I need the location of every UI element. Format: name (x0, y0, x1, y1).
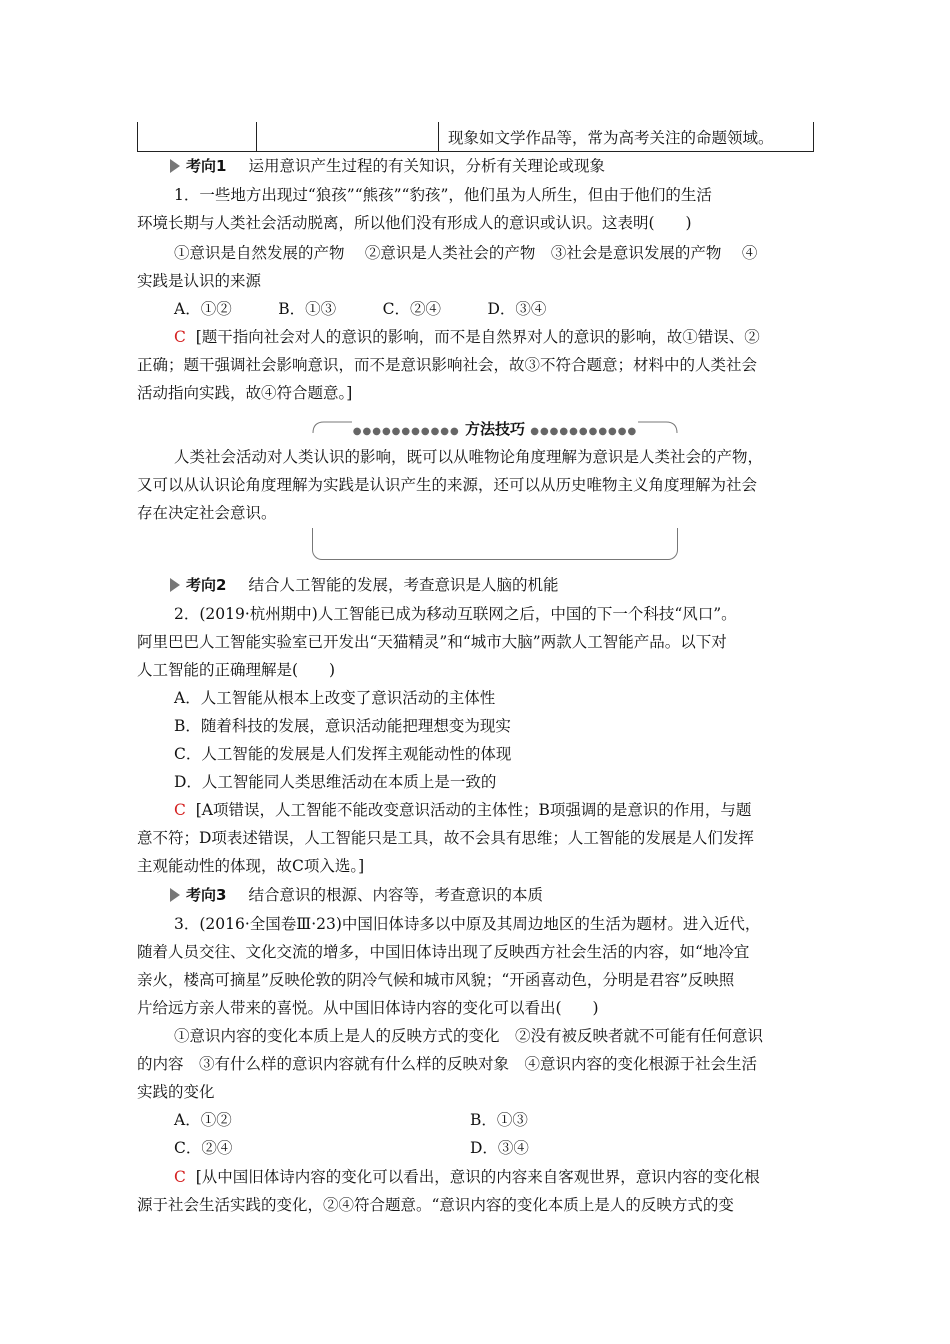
method-text-line: 又可以从认识论角度理解为实践是认识产生的来源，还可以从历史唯物主义角度理解为社会 (137, 476, 758, 494)
q3-stem-line: 片给远方亲人带来的喜悦。从中国旧体诗内容的变化可以看出( ) (137, 999, 599, 1017)
table-cell-text: 现象如文学作品等，常为高考关注的命题领域。 (448, 129, 774, 147)
table-divider (256, 122, 257, 151)
q1-options: A．①② B．①③ C．②④ D．③④ (174, 300, 547, 318)
q3-stem-line: 随着人员交往、文化交流的增多，中国旧体诗出现了反映西方社会生活的内容，如“地冷宜 (137, 943, 750, 961)
q3-answer: C (174, 1168, 186, 1186)
q2-explanation-line: C [A项错误，人工智能不能改变意识活动的主体性；B项强调的是意识的作用，与题 (174, 801, 752, 819)
method-text-line: 人类社会活动对人类认识的影响，既可以从唯物论角度理解为意识是人类社会的产物， (174, 448, 764, 466)
top-table-row (137, 122, 814, 152)
q2-stem-line: 阿里巴巴人工智能实验室已开发出“天猫精灵”和“城市大脑”两款人工智能产品。以下对 (137, 633, 727, 651)
dots-decoration: ●●●●●●●●●●● (530, 426, 638, 437)
method-title: ●●●●●●●●●●● 方法技巧 ●●●●●●●●●●● (352, 420, 638, 438)
q1-stem-line: 环境长期与人类社会活动脱离，所以他们没有形成人的意识或认识。这表明( ) (137, 214, 692, 232)
q1-statement-line: ①意识是自然发展的产物 ②意识是人类社会的产物 ③社会是意识发展的产物 ④ (174, 244, 758, 262)
q1-explanation-line: C [题干指向社会对人的意识的影响，而不是自然界对人的意识的影响，故①错误、② (174, 328, 760, 346)
q2-option: B．随着科技的发展，意识活动能把理想变为现实 (174, 717, 511, 735)
q3-option: C．②④ (174, 1139, 233, 1157)
q3-statement-line: 的内容 ③有什么样的意识内容就有什么样的反映对象 ④意识内容的变化根源于社会生活 (137, 1055, 758, 1073)
q2-stem-line: 2．(2019·杭州期中)人工智能已成为移动互联网之后，中国的下一个科技“风口”。 (174, 605, 737, 623)
triangle-bullet-icon (170, 578, 180, 592)
q1-stem-line: 1．一些地方出现过“狼孩”“熊孩”“豹孩”，他们虽为人所生，但由于他们的生活 (174, 186, 712, 204)
method-text-line: 存在决定社会意识。 (137, 504, 277, 522)
q2-explanation-line: 主观能动性的体现，故C项入选。] (137, 857, 365, 875)
q3-option: D．③④ (470, 1139, 529, 1157)
q3-explanation-line: C [从中国旧体诗内容的变化可以看出，意识的内容来自客观世界，意识内容的变化根 (174, 1168, 760, 1186)
q1-explanation-line: 活动指向实践，故④符合题意。] (137, 384, 353, 402)
q3-stem-line: 亲火，楼高可摘星”反映伦敦的阴冷气候和城市风貌；“开函喜动色，分明是君容”反映照 (137, 971, 735, 989)
q3-stem-line: 3．(2016·全国卷Ⅲ·23)中国旧体诗多以中原及其周边地区的生活为题材。进入近代， (174, 915, 761, 933)
table-divider (438, 122, 439, 151)
topic-heading-2: 考向2 结合人工智能的发展，考查意识是人脑的机能 (170, 574, 558, 596)
q2-option: A．人工智能从根本上改变了意识活动的主体性 (174, 689, 496, 707)
q2-stem-line: 人工智能的正确理解是( ) (137, 661, 336, 679)
q1-statement-line: 实践是认识的来源 (137, 272, 262, 290)
q1-answer: C (174, 328, 186, 346)
q2-explanation-line: 意不符；D项表述错误，人工智能只是工具，故不会具有思维；人工智能的发展是人们发挥 (137, 829, 754, 847)
q3-explanation-line: 源于社会生活实践的变化，②④符合题意。“意识内容的变化本质上是人的反映方式的变 (137, 1196, 734, 1214)
q1-explanation-line: 正确；题干强调社会影响意识，而不是意识影响社会，故③不符合题意；材料中的人类社会 (137, 356, 758, 374)
q2-option: C．人工智能的发展是人们发挥主观能动性的体现 (174, 745, 512, 763)
q3-option: A．①② (174, 1111, 232, 1129)
topic-heading-3: 考向3 结合意识的根源、内容等，考查意识的本质 (170, 884, 543, 906)
dots-decoration: ●●●●●●●●●●● (352, 426, 460, 437)
method-box-top (312, 420, 678, 438)
q3-option: B．①③ (470, 1111, 528, 1129)
q3-statement-line: 实践的变化 (137, 1083, 215, 1101)
q2-option: D．人工智能同人类思维活动在本质上是一致的 (174, 773, 497, 791)
topic-heading-1: 考向1 运用意识产生过程的有关知识，分析有关理论或现象 (170, 155, 605, 177)
method-box-bottom (312, 528, 678, 560)
triangle-bullet-icon (170, 159, 180, 173)
q2-answer: C (174, 801, 186, 819)
triangle-bullet-icon (170, 888, 180, 902)
q3-statement-line: ①意识内容的变化本质上是人的反映方式的变化 ②没有被反映者就不可能有任何意识 (174, 1027, 764, 1045)
